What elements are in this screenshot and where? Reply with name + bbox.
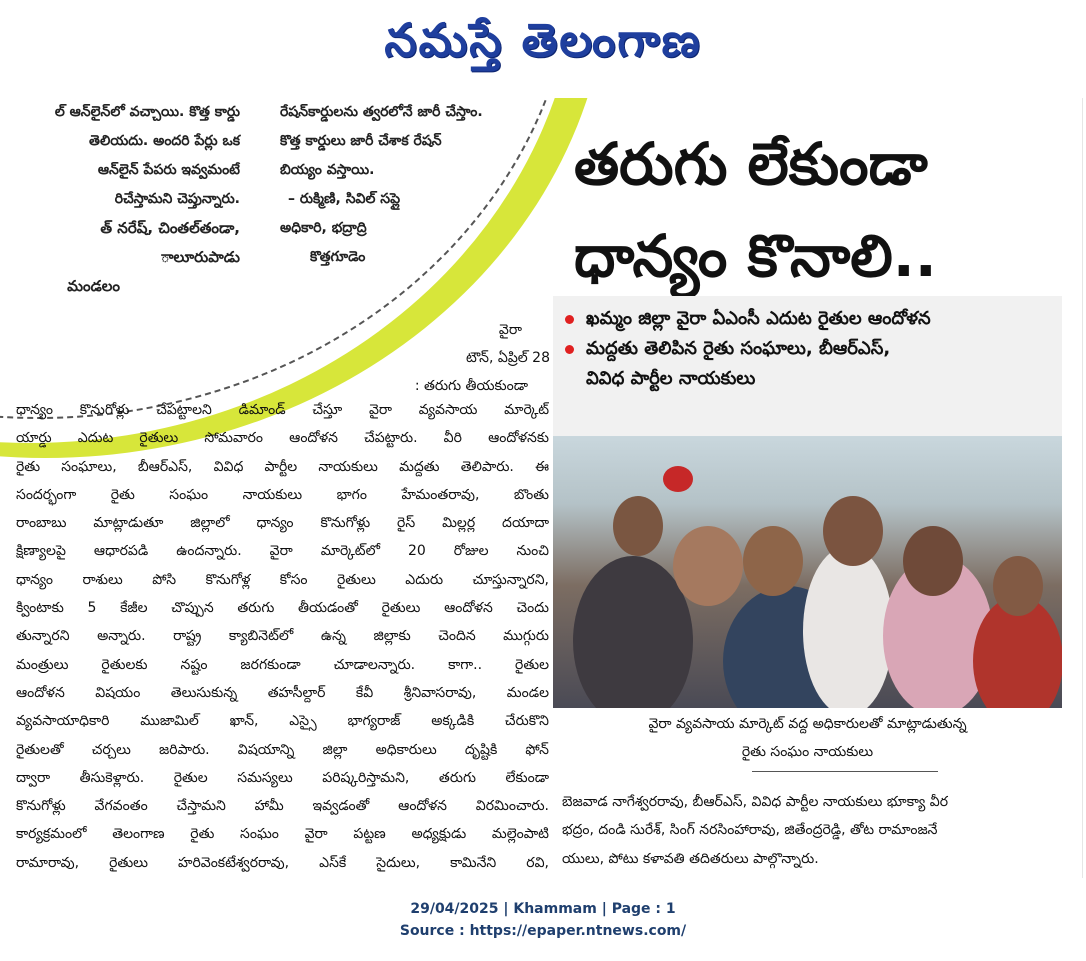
dateline: వైరా టౌన్, ఏప్రిల్ 28 : తరుగు తీయకుండా [414,322,550,394]
article-body-left: ధాన్యం కొనుగోళ్లు చేపట్టాలని డిమాండ్ చేస్తూ వైరా వ్యవసాయ మార్కెట్ యార్డు ఎదుట రైతులు సోమవారం ఆందోళన చేపట్టారు. వీరి ఆందోళనకు రైతు సంఘాలు, బీఆర్‌ఎస్, వివిధ పార్టీల నాయకులు మద్దతు తెలిపారు. ఈ సందర్భంగా రైతు సంఘం నాయకులు భాగం హేమంతరావు, బొంతు రాంబాబు మాట్లాడుతూ జిల్లాలో ధాన్యం కొనుగోళ్లు రైస్ మిల్లర్ల దయాదా క్షిణ్యాలపై ఆధారపడి ఉందన్నారు. వైరా మార్కెట్‌లో 20 రోజుల నుంచి ధాన్యం రాశులు పోసి కొనుగోళ్ల కోసం రైతులు ఎదురు చూస్తున్నారని, క్వింటాకు 5 కేజీల చొప్పున తరుగు తీయడంతో రైతులు ఆందోళన చెందు తున్నారని అన్నారు. రాష్ట్ర క్యాబినెట్‌లో ఉన్న జిల్లాకు చెందిన ముగ్గురు మంత్రులు రైతులకు నష్టం జరగకుండా చూడాలన్నారు. కాగా.. రైతుల ఆందోళన విషయం తెలుసుకున్న తహసీల్దార్ కేవీ శ్రీనివాసరావు, మండల వ్యవసాయాధికారి ముజామిల్ ఖాన్, ఎస్సై భాగ్యరాజ్ అక్కడికి చేరుకొని రైతులతో చర్చలు జరిపారు. విషయాన్ని జిల్లా అధికారులు దృష్టికి ఫోన్ ద్వారా తీసుకెళ్లారు. రైతుల సమస్యలు పరిష్కరిస్తామని, తరుగు లేకుండా కొనుగోళ్లు వేగవంతం చేస్తామని హామీ ఇవ్వడంతో ఆందోళన విరమించారు. కార్యక్రమంలో తెలంగాణ రైతు సంఘం వైరా పట్టణ అధ్యక్షుడు మల్లెంపాటి రామారావు, రైతులు హరివెంకటేశ్వరరావు, ఎస్‌కే సైదులు, కామినేని రవి, [16,402,549,871]
bullet-dot-icon [565,315,574,324]
edition-info: 29/04/2025 | Khammam | Page : 1 [410,901,676,917]
article-clipping [0,98,1083,878]
highlights-box [553,296,1062,436]
reader-quote-right: రేషన్‌కార్డులను త్వరలోనే జారీ చేస్తాం. కొత్త కార్డులు జారీ చేశాక రేషన్ బియ్యం వస్తాయి. – రుక్మిణి, సివిల్ సప్లై అధికారి, భద్రాద్రి కొత్తగూడెం [280,104,483,265]
reader-quote-left: ల్ ఆన్‌లైన్‌లో వచ్చాయి. కొత్త కార్డు తెలియదు. అందరి పేర్లు ఒక ఆన్‌లైన్ పేపరు ఇవ్వమంటే రిచేస్తామని చెప్తున్నారు. త్ నరేష్, చింతల్‌తండా, ాలూరుపాడు మండలం [54,104,240,295]
article-body-right: బెజవాడ నాగేశ్వరరావు, బీఆర్‌ఎస్, వివిధ పార్టీల నాయకులు భూక్యా వీర భద్రం, దండి సురేశ్, సింగ్ నరసింహారావు, జితేంద్రరెడ్డి, తోట రామాంజనే యులు, పోటు కళావతి తదితరులు పాల్గొన్నారు. [562,794,948,867]
highlight-item: ఖమ్మం జిల్లా వైరా ఏఎంసీ ఎదుట రైతుల ఆందోళన [563,304,1052,334]
caption-divider [752,771,938,772]
photo-caption: వైరా వ్యవసాయ మార్కెట్ వద్ద అధికారులతో మాట్లాడుతున్న రైతు సంఘం నాయకులు [648,716,967,760]
masthead [0,0,1086,92]
headline-line-2: ధాన్యం కొనాలి.. [574,222,937,290]
news-photo [553,436,1062,708]
newspaper-logo: నమస్తే తెలంగాణ [384,13,702,67]
page-footer [0,898,1086,942]
headline-line-1: తరుగు లేకుండా [574,130,928,198]
bullet-dot-icon [565,345,574,354]
highlight-item-continued: వివిధ పార్టీల నాయకులు [586,368,756,389]
headline [574,118,1074,302]
source-link: Source : https://epaper.ntnews.com/ [399,923,687,939]
highlight-item: మద్దతు తెలిపిన రైతు సంఘాలు, బీఆర్‌ఎస్, [563,334,1052,364]
